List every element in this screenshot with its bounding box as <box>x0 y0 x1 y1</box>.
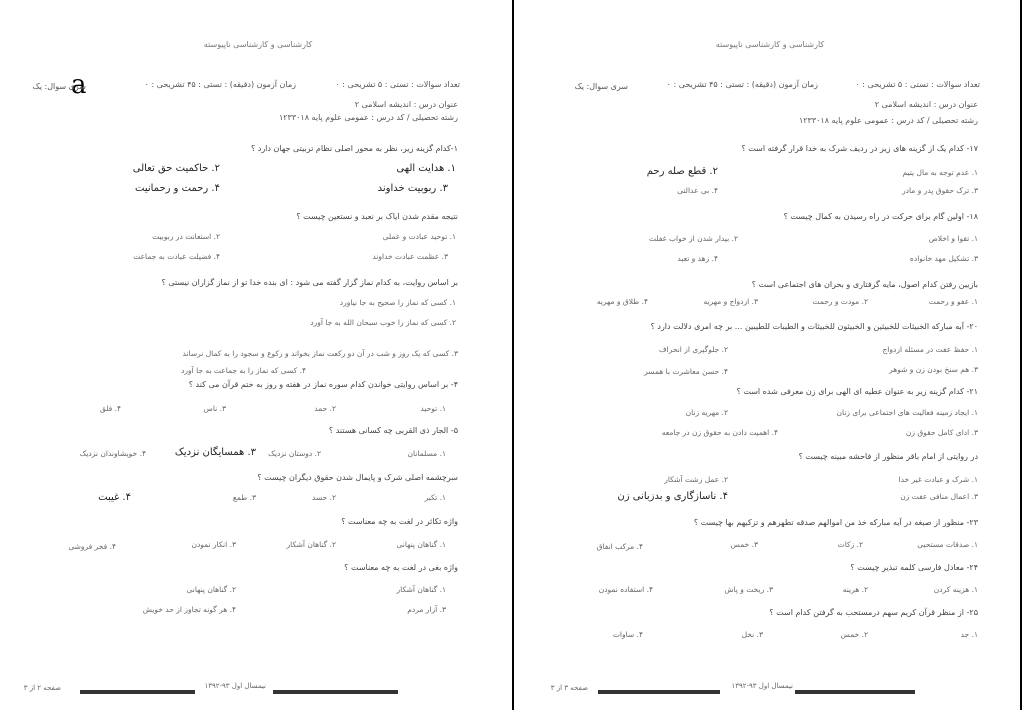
question-22-option-4: ۴. ناسازگاری و بدزبانی زن <box>617 491 728 502</box>
question-17-option-2: ۲. قطع صله رحم <box>646 166 718 177</box>
question-4-option-2: ۲. حمد <box>314 404 336 413</box>
questions-count: تعداد سوالات : تستی : ۵ تشریحی : ۰ <box>855 80 980 89</box>
field-label: رشته تحصیلی / کد درس : عمومی علوم پایه ۱۲۳۳۰۱۸ <box>798 116 978 125</box>
question-18-option-2: ۲. بیدار شدن از خواب غفلت <box>649 234 738 243</box>
question-24-option-2: ۲. هرینه <box>842 585 868 594</box>
question-6-option-3: ۳. طمع <box>232 493 256 502</box>
question-17-option-3: ۳. ترک حقوق پدر و مادر <box>902 186 978 195</box>
question-5-option-1: ۱. مسلمانان <box>407 449 446 458</box>
question-18-option-3: ۳. تشکیل مهد خانواده <box>909 254 978 263</box>
question-2: نتیجه مقدم شدن ایاک بر نعبد و نستعین چیست ؟ <box>296 212 458 221</box>
question-20-option-2: ۲. جلوگیری از انحراف <box>658 345 728 354</box>
document-page-left <box>18 0 506 710</box>
series-label: سری سوال: یک <box>32 82 86 91</box>
question-18: ۱۸- اولین گام برای حرکت در راه رسیدن به کمال چیست ؟ <box>783 212 978 221</box>
question-6-option-2: ۲. حسد <box>311 493 336 502</box>
question-1-option-1: ۱. هدایت الهی <box>396 163 456 174</box>
question-4-option-1: ۱. توحید <box>420 404 446 413</box>
question-20-option-3: ۳. هم سنخ بودن زن و شوهر <box>889 365 978 374</box>
question-25-option-4: ۴. ساوات <box>612 630 643 639</box>
question-4-option-4: ۴. فلق <box>99 404 121 413</box>
question-21: ۲۱- کدام گزینه زیر به عنوان عطیه ای الهی برای زن معرفی شده است ؟ <box>736 387 978 396</box>
question-2-option-3: ۳. عظمت عبادت خداوند <box>372 252 448 261</box>
footer-page: صفحه ۲ از ۳ <box>23 684 61 692</box>
question-1: ۱-کدام گزینه زیر، نظر به محور اصلی نظام تربیتی جهان دارد ؟ <box>250 144 458 153</box>
question-25-option-2: ۲. خمس <box>840 630 868 639</box>
document-page-right <box>530 0 1018 710</box>
question-1-option-4: ۴. رحمت و رحمانیت <box>135 183 220 194</box>
question-23-option-2: ۲. زکات <box>837 540 863 549</box>
footer-bar-1 <box>795 690 915 694</box>
question-3: بر اساس روایت، به کدام نماز گزار گفته می شود : ای بنده خدا تو از نماز گزاران نیستی ؟ <box>161 278 458 287</box>
question-24-option-4: ۴. استفاده نمودن <box>598 585 653 594</box>
question-5-option-4: ۴. خویشاوندان نزدیک <box>79 449 146 458</box>
question-22: در روایتی از امام باقر منظور از فاحشه مبینه چیست ؟ <box>798 452 978 461</box>
question-19-option-3: ۳. ازدواج و مهریه <box>703 297 758 306</box>
footer-session: نیمسال اول ۹۳-۱۳۹۲ <box>731 682 793 690</box>
question-24: ۲۴- معادل فارسی کلمه تبذیر چیست ؟ <box>850 563 978 572</box>
question-20-option-4: ۴. حسن معاشرت با همسر <box>644 367 728 376</box>
question-20: ۲۰- آیه مبارکه الخبیثات للخبیثین و الخبیثون للخبیثات و الطیبات للطیبین ... بر چه امری دلالت دارد ؟ <box>650 322 978 331</box>
question-17: ۱۷- کدام یک از گزینه های زیر در ردیف شرک به خدا قرار گرفته است ؟ <box>741 144 978 153</box>
questions-count: تعداد سوالات : تستی : ۵ تشریحی : ۰ <box>335 80 460 89</box>
question-7-option-3: ۳. انکار نمودن <box>191 540 236 549</box>
question-2-option-1: ۱. توحید عبادت و عملی <box>382 232 456 241</box>
question-22-option-3: ۳. اعمال منافی عفت زن <box>900 492 978 501</box>
question-21-option-4: ۴. اهمیت دادن به حقوق زن در جامعه <box>661 428 778 437</box>
question-24-option-1: ۱. هزینه کردن <box>933 585 978 594</box>
question-19-option-1: ۱. عفو و رحمت <box>928 297 978 306</box>
question-24-option-3: ۳. ریخت و پاش <box>724 585 773 594</box>
question-25-option-3: ۳. نخل <box>741 630 763 639</box>
question-3-option-1: ۱. کسی که نماز را صحیح به جا نیاورد <box>339 298 456 307</box>
page-divider <box>512 0 514 710</box>
question-7-option-2: ۲. گناهان آشکار <box>286 540 336 549</box>
question-3-option-2: ۲. کسی که نماز را خوب سبحان الله به جا آورد <box>310 318 456 327</box>
question-17-option-4: ۴. بی عدالتی <box>677 186 718 195</box>
question-5-option-3: ۳. همسایگان نزدیک <box>174 447 256 458</box>
page-edge-right <box>1020 0 1022 710</box>
footer-page: صفحه ۳ از ۳ <box>550 684 588 692</box>
course-title: عنوان درس : اندیشه اسلامی ۲ <box>354 100 458 109</box>
question-18-option-1: ۱. تقوا و اخلاص <box>928 234 978 243</box>
question-6-option-4: ۴. غیبت <box>98 492 131 503</box>
question-19: بازیین رفتن کدام اصول، مایه گرفتاری و بحران های اجتماعی است ؟ <box>751 280 978 289</box>
footer-bar-1 <box>273 690 398 694</box>
question-3-option-3: ۳. کسی که یک روز و شب در آن دو رکعت نماز بخواند و رکوع و سجود را به کمال نرساند <box>182 349 458 358</box>
question-1-option-3: ۳. ربوبیت خداوند <box>377 183 448 194</box>
question-22-option-2: ۲. عمل زشت آشکار <box>664 475 728 484</box>
question-7: واژه تکاثر در لغت به چه معناست ؟ <box>341 517 458 526</box>
field-label: رشته تحصیلی / کد درس : عمومی علوم پایه ۱۲۳۳۰۱۸ <box>278 113 458 122</box>
question-5: ۵- الجار ذی القربی چه کسانی هستند ؟ <box>328 426 458 435</box>
question-19-option-4: ۴. طلاق و مهریه <box>596 297 648 306</box>
question-8-option-4: ۴. هر گونه تجاوز از حد خویش <box>142 605 236 614</box>
question-8-option-3: ۳. آزار مردم <box>407 605 446 614</box>
question-23-option-1: ۱. صدقات مستحبی <box>917 540 978 549</box>
question-7-option-4: ۴. فخر فروشی <box>68 542 116 551</box>
question-25-option-1: ۱. جد <box>960 630 978 639</box>
question-4: ۴- بر اساس روایتی خواندن کدام سوره نماز در هفته و روز به ختم قرآن می کند ؟ <box>188 380 458 389</box>
time-label: زمان آزمون (دقیقه) : تستی : ۴۵ تشریحی : ۰ <box>666 80 818 89</box>
question-7-option-1: ۱. گناهان پنهانی <box>396 540 446 549</box>
footer-session: نیمسال اول ۹۳-۱۳۹۲ <box>204 682 266 690</box>
question-5-option-2: ۲. دوستان نزدیک <box>268 449 321 458</box>
question-6-option-1: ۱. تکبر <box>424 493 446 502</box>
series-label: سری سوال: یک <box>574 82 628 91</box>
question-21-option-2: ۲. مهریه زنان <box>685 408 728 417</box>
course-title: عنوان درس : اندیشه اسلامی ۲ <box>874 100 978 109</box>
question-17-option-1: ۱. عدم توجه به مال یتیم <box>902 168 978 177</box>
question-8-option-2: ۲. گناهان پنهانی <box>186 585 236 594</box>
question-23-option-4: ۴. مرکب انفاق <box>596 542 643 551</box>
question-20-option-1: ۱. حفظ عفت در مسئله ازدواج <box>882 345 978 354</box>
footer-bar-2 <box>80 690 195 694</box>
question-3-option-4: ۴. کسی که نماز را به جماعت به جا آورد <box>181 366 306 375</box>
question-2-option-4: ۴. فضیلت عبادت به جماعت <box>133 252 220 261</box>
footer-bar-2 <box>598 690 720 694</box>
page-header-title: کارشناسی و کارشناسی ناپیوسته <box>203 40 313 49</box>
question-25: ۲۵- از منظر قرآن کریم سهم درمستحب به گرفتن کدام است ؟ <box>769 608 978 617</box>
page-label-a: a <box>71 70 87 100</box>
question-6: سرچشمه اصلی شرک و پایمال شدن حقوق دیگران چیست ؟ <box>257 473 458 482</box>
question-23-option-3: ۳. خمس <box>730 540 758 549</box>
page-header-title: کارشناسی و کارشناسی ناپیوسته <box>715 40 825 49</box>
question-18-option-4: ۴. زهد و تعبد <box>677 254 718 263</box>
question-21-option-1: ۱. ایجاد زمینه فعالیت های اجتماعی برای زنان <box>836 408 978 417</box>
question-8-option-1: ۱. گناهان آشکار <box>396 585 446 594</box>
question-21-option-3: ۳. ادای کامل حقوق زن <box>905 428 978 437</box>
question-2-option-2: ۲. استعانت در ربوبیت <box>152 232 220 241</box>
question-22-option-1: ۱. شرک و عبادت غیر خدا <box>898 475 978 484</box>
question-23: ۲۳- منظور از صبغه در آیه مبارکه خذ من اموالهم صدقه تطهرهم و تزکیهم بها چیست ؟ <box>693 518 978 527</box>
question-8: واژه بغی در لغت به چه معناست ؟ <box>344 563 458 572</box>
question-19-option-2: ۲. مودت و رحمت <box>812 297 868 306</box>
question-1-option-2: ۲. حاکمیت حق تعالی <box>132 163 220 174</box>
time-label: زمان آزمون (دقیقه) : تستی : ۴۵ تشریحی : ۰ <box>144 80 296 89</box>
question-4-option-3: ۳. ناس <box>203 404 226 413</box>
